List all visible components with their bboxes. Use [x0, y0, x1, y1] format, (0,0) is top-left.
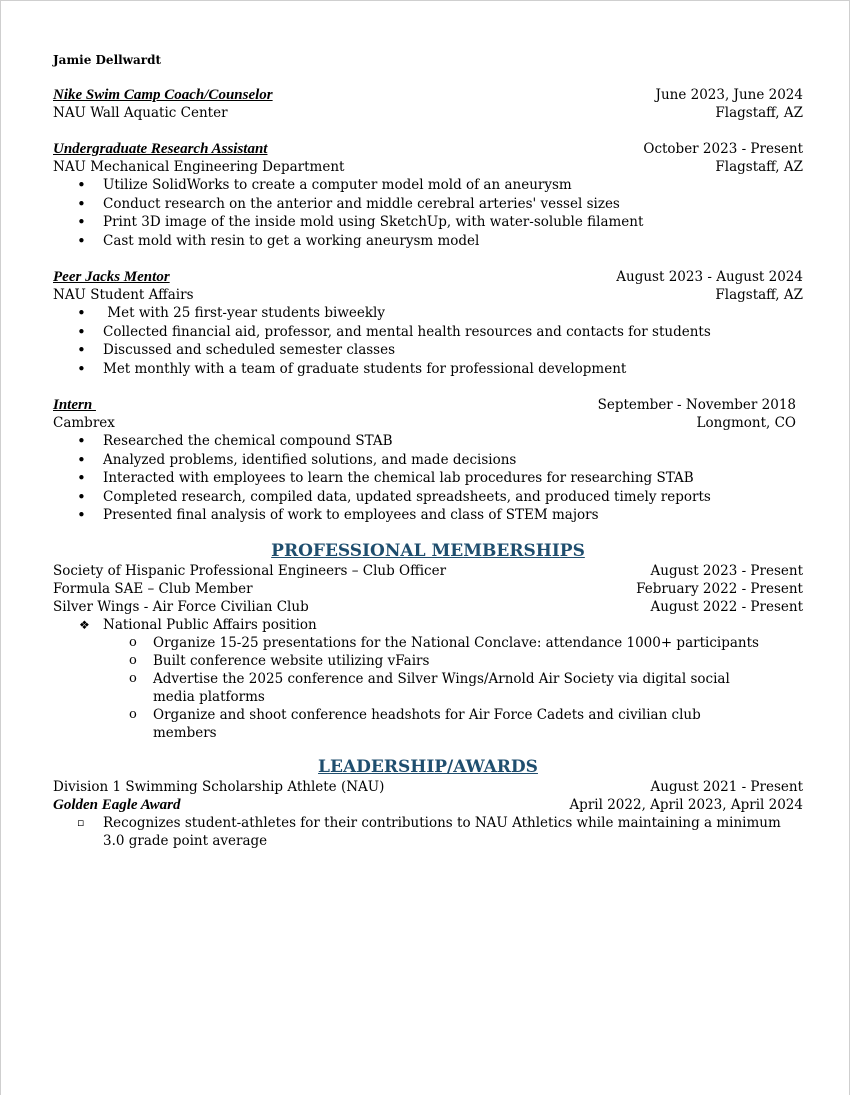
membership-position	[53, 616, 803, 634]
job-location: Flagstaff, AZ	[715, 105, 803, 121]
experience-title-row	[53, 140, 803, 158]
job-organization: NAU Wall Aquatic Center	[53, 105, 228, 121]
job-dates: October 2023 - Present	[643, 141, 803, 157]
award-dates: April 2022, April 2023, April 2024	[569, 796, 803, 813]
membership-label: Formula SAE – Club Member	[53, 580, 253, 597]
position-duty-text: Organize 15-25 presentations for the National Conclave: attendance 1000+ participants	[153, 634, 759, 651]
job-title: Nike Swim Camp Coach/Counselor	[53, 87, 273, 103]
experience-entry	[53, 140, 803, 250]
square-bullet-icon: ▫	[77, 815, 85, 829]
job-dates: September - November 2018	[597, 397, 796, 413]
award-description: Recognizes student-athletes for their contributions to NAU Athletics while maintaining a minimum 3.0 grade point average	[103, 814, 781, 849]
diamond-bullet-icon: ❖	[79, 617, 90, 632]
experience-org-row	[53, 414, 796, 432]
position-duty	[53, 670, 803, 706]
membership-dates: August 2023 - Present	[650, 562, 803, 579]
position-duty-text: Built conference website utilizing vFairs	[153, 652, 430, 669]
award-title: Golden Eagle Award	[53, 796, 181, 813]
experience-title-row	[53, 86, 803, 104]
position-duty	[53, 652, 803, 670]
job-bullet-list	[53, 304, 803, 378]
membership-row	[53, 598, 803, 616]
job-bullet: • Cast mold with resin to get a working aneurysm model	[53, 232, 803, 251]
job-dates: June 2023, June 2024	[655, 87, 803, 103]
membership-label: Society of Hispanic Professional Engineers – Club Officer	[53, 562, 447, 579]
job-bullet: • Collected financial aid, professor, and mental health resources and contacts for students	[53, 323, 803, 342]
job-bullet: • Met monthly with a team of graduate students for professional development	[53, 360, 803, 379]
job-location: Flagstaff, AZ	[715, 159, 803, 175]
membership-dates: August 2022 - Present	[650, 598, 803, 615]
job-location: Flagstaff, AZ	[715, 287, 803, 303]
job-bullet: • Completed research, compiled data, updated spreadsheets, and produced timely reports	[53, 488, 803, 507]
candidate-name: Jamie Dellwardt	[53, 53, 162, 67]
memberships-heading: PROFESSIONAL MEMBERSHIPS	[271, 540, 585, 561]
experience-entry	[53, 268, 803, 378]
award-row	[53, 796, 803, 814]
position-duty	[53, 634, 803, 652]
resume-content	[53, 51, 803, 850]
job-dates: August 2023 - August 2024	[616, 269, 803, 285]
experience-entry	[53, 396, 803, 525]
membership-row	[53, 562, 803, 580]
experience-org-row	[53, 104, 803, 122]
circle-bullet-icon: o	[129, 670, 137, 686]
position-duty-text: Advertise the 2025 conference and Silver Wings/Arnold Air Society via digital social media platforms	[153, 670, 730, 705]
job-bullet: • Analyzed problems, identified solutions, and made decisions	[53, 451, 803, 470]
circle-bullet-icon: o	[129, 652, 137, 668]
job-bullet: • Conduct research on the anterior and middle cerebral arteries' vessel sizes	[53, 195, 803, 214]
position-duty	[53, 706, 803, 742]
job-bullet-list	[53, 432, 803, 525]
job-bullet: • Discussed and scheduled semester classes	[53, 341, 803, 360]
job-bullet: • Utilize SolidWorks to create a computer model mold of an aneurysm	[53, 176, 803, 195]
job-bullet-list	[53, 176, 803, 250]
circle-bullet-icon: o	[129, 634, 137, 650]
circle-bullet-icon: o	[129, 706, 137, 722]
experience-title-row	[53, 396, 796, 414]
job-bullet: • Print 3D image of the inside mold using SketchUp, with water-soluble filament	[53, 213, 803, 232]
job-organization: Cambrex	[53, 415, 115, 431]
membership-label: Silver Wings - Air Force Civilian Club	[53, 598, 309, 615]
job-organization: NAU Mechanical Engineering Department	[53, 159, 345, 175]
job-bullet: • Met with 25 first-year students biweekly	[53, 304, 803, 323]
memberships-section	[53, 562, 803, 742]
membership-row	[53, 580, 803, 598]
job-organization: NAU Student Affairs	[53, 287, 194, 303]
experience-title-row	[53, 268, 803, 286]
job-title: Intern	[53, 397, 96, 413]
job-title: Undergraduate Research Assistant	[53, 141, 268, 157]
membership-dates: February 2022 - Present	[636, 580, 803, 597]
job-bullet: • Presented final analysis of work to employees and class of STEM majors	[53, 506, 803, 525]
experience-org-row	[53, 286, 803, 304]
position-label: National Public Affairs position	[103, 616, 317, 633]
scholarship-dates: August 2021 - Present	[650, 778, 803, 795]
job-bullet: • Interacted with employees to learn the chemical lab procedures for researching STAB	[53, 469, 803, 488]
award-description-item	[53, 814, 803, 850]
scholarship-row	[53, 778, 803, 796]
leadership-section	[53, 778, 803, 850]
position-duty-text: Organize and shoot conference headshots for Air Force Cadets and civilian club members	[153, 706, 701, 741]
position-duties-list	[53, 634, 803, 742]
job-location: Longmont, CO	[696, 415, 796, 431]
scholarship-label: Division 1 Swimming Scholarship Athlete (NAU)	[53, 778, 385, 795]
leadership-heading: LEADERSHIP/AWARDS	[318, 756, 538, 777]
experience-org-row	[53, 158, 803, 176]
experience-entry	[53, 86, 803, 122]
job-title: Peer Jacks Mentor	[53, 269, 170, 285]
job-bullet: • Researched the chemical compound STAB	[53, 432, 803, 451]
